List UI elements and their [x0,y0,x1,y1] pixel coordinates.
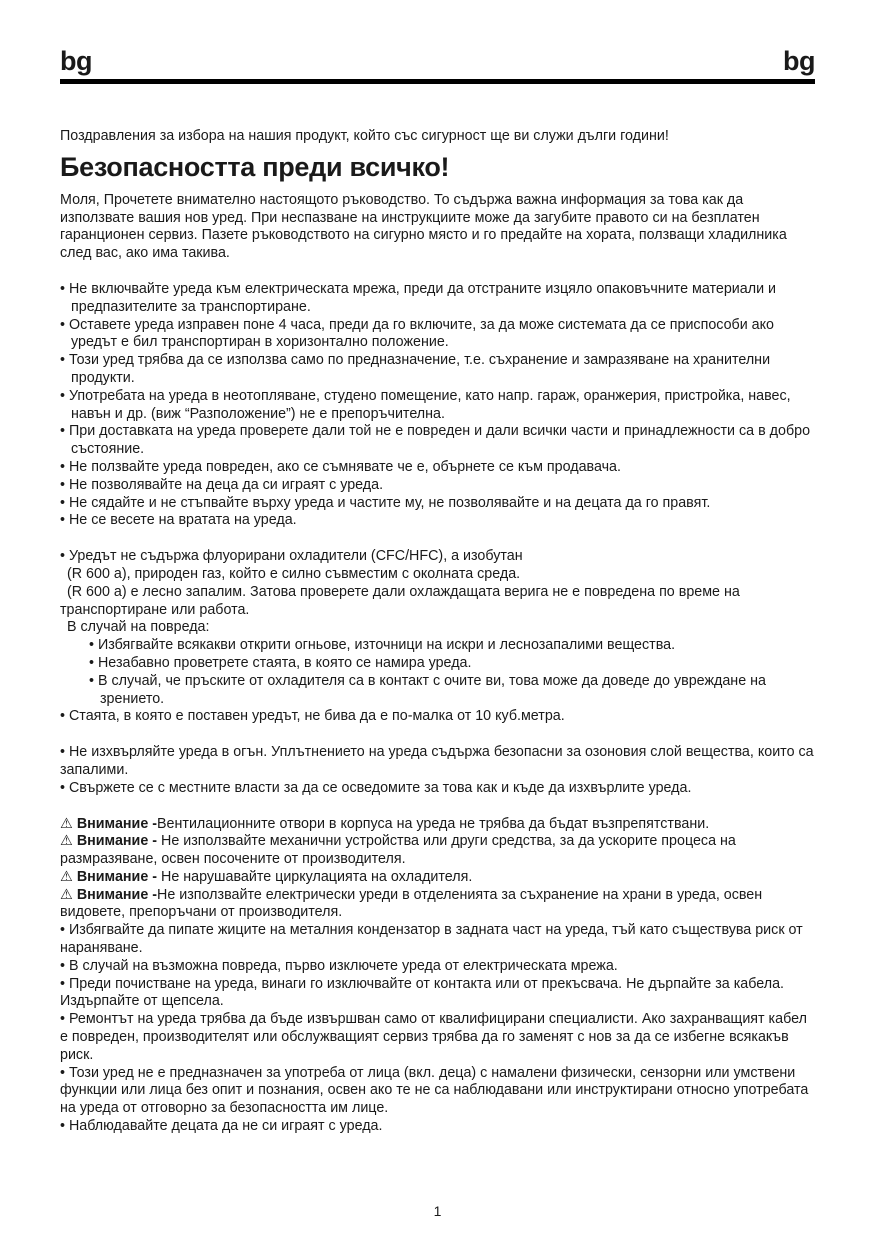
refrigerant-line: • Стаята, в която е поставен уредът, не бива да е по-малка от 10 куб.метра. [60,708,565,725]
list-item: • При доставката на уреда проверете дали той не е повреден и дали всички части и принадлежности са в добро състояние. [60,423,811,458]
sub-list-item: • Избягвайте всякакви открити огньове, източници на искри и леснозапалими вещества. [89,637,676,654]
list-item: • Този уред не е предназначен за употреба от лица (вкл. деца) с намалени физически, сензорни или умствени функции или лица без опит и познания, освен ако те не са наблюдавани или инструктирани относно употребата на уреда от отговорно за безопасността им лице. [60,1064,809,1117]
warning-icon: ⚠ [60,886,73,903]
warning-text: Не използвайте електрически уреди в отделенията за съхранение на храни в уреда, освен видовете, препоръчани от производителя. [60,886,763,921]
page-header [60,44,815,86]
warning-icon: ⚠ [60,868,73,885]
intro-text: Поздравления за избора на нашия продукт, който със сигурност ще ви служи дълги години! [60,128,669,144]
list-item: • Не включвайте уреда към електрическата мрежа, преди да отстраните изцяло опаковъчните материали и предпазителите за транспортиране. [60,280,777,315]
list-item: • Свържете се с местните власти за да се осведомите за това как и къде да изхвърлите уреда. [60,779,692,796]
refrigerant-line: (R 600 a) е лесно запалим. Затова проверете дали охлаждащата верига не е повредена по време на транспортиране или работа. [60,583,740,618]
list-item: • Не позволявайте на деца да си играят с уреда. [60,476,384,493]
list-item: • Ремонтът на уреда трябва да бъде извършван само от квалифицирани специалисти. Ако захранващият кабел е повреден, производителят или обслужващият сервиз трябва да го заменят с нов за да се избегне всякакъв риск. [60,1011,807,1063]
refrigerant-line: • Уредът не съдържа флуорирани охладители (CFC/HFC), а изобутан [60,548,523,565]
warning-item [60,887,816,923]
sub-list-item: • В случай, че пръските от охладителя са в контакт с очите ви, това може да доведе до увреждане на зрението. [89,672,766,707]
warning-item [60,816,816,834]
list-item: • Не се весете на вратата на уреда. [60,512,297,529]
warning-item [60,833,816,869]
list-item: • Оставете уреда изправен поне 4 часа, преди да го включите, за да може системата да се приспособи ако уредът е бил транспортиран в хоризонтално положение. [60,316,774,351]
sub-list-item: • Незабавно проветрете стаята, в която се намира уреда. [89,654,472,671]
list-item: • Не изхвърляйте уреда в огън. Уплътнението на уреда съдържа безопасни за озоновия слой вещества, които са запалими. [60,744,814,778]
disposal-section [60,744,816,797]
lead-paragraph: Моля, Прочетете внимателно настоящото ръководство. То съдържа важна информация за това как да използвате вашия нов уред. При неспазване на инструкциите може да загубите правото си на безплатен гаранционен сервиз. Пазете ръководството на сигурно място и го предайте на хората, ползващи хладилника след вас, ако има такива. [60,191,787,262]
refrigerant-line: (R 600 a), природен газ, който е силно съвместим с околната среда. [67,565,521,582]
list-item: • Този уред трябва да се използва само по предназначение, т.е. съхранение и замразяване на хранителни продукти. [60,352,771,386]
refrigerant-section [60,548,816,726]
warning-item [60,869,816,887]
warning-icon: ⚠ [60,815,73,832]
refrigerant-line: В случай на повреда: [67,619,210,636]
warning-label: Внимание - [76,868,158,885]
warning-text: Не използвайте механични устройства или други средства, за да ускорите процеса на размразяване, освен посочените от производителя. [60,833,736,868]
list-item: • Не сядайте и не стъпвайте върху уреда и частите му, не позволявайте и на децата да го правят. [60,494,711,511]
list-item: • Преди почистване на уреда, винаги го изключвайте от контакта или от прекъсвача. Не дърпайте за кабела. Издърпайте от щепсела. [60,975,785,1010]
list-item: • Наблюдавайте децата да не си играят с уреда. [60,1118,383,1135]
page-title: Безопасността преди всичко! [60,151,450,182]
warning-label: Внимание - [76,833,158,850]
language-code-right: bg [783,46,815,76]
language-code-left: bg [60,46,92,76]
warning-label: Внимание - [76,886,158,903]
warning-label: Внимание - [76,815,158,832]
list-item: • Употребата на уреда в неотопляване, студено помещение, като напр. гараж, оранжерия, пристройка, навес, навън и др. (виж “Разположение”) не е препоръчителна. [60,387,791,422]
warning-text: Вентилационните отвори в корпуса на уреда не трябва да бъдат възпрепятствани. [157,815,710,832]
warning-text: Не нарушавайте циркулацията на охладителя. [157,868,473,885]
document-body [60,128,816,1136]
safety-list-1 [60,281,816,530]
list-item: • В случай на възможна повреда, първо изключете уреда от електрическата мрежа. [60,957,618,974]
page-number: 1 [433,1203,442,1219]
list-item: • Избягвайте да пипате жиците на металния кондензатор в задната част на уреда, тъй като съществува риск от нараняване. [60,922,803,957]
list-item: • Не ползвайте уреда повреден, ако се съмнявате че е, обърнете се към продавача. [60,458,621,475]
header-rule [60,79,815,84]
warnings-section [60,816,816,1136]
warning-icon: ⚠ [60,833,73,850]
